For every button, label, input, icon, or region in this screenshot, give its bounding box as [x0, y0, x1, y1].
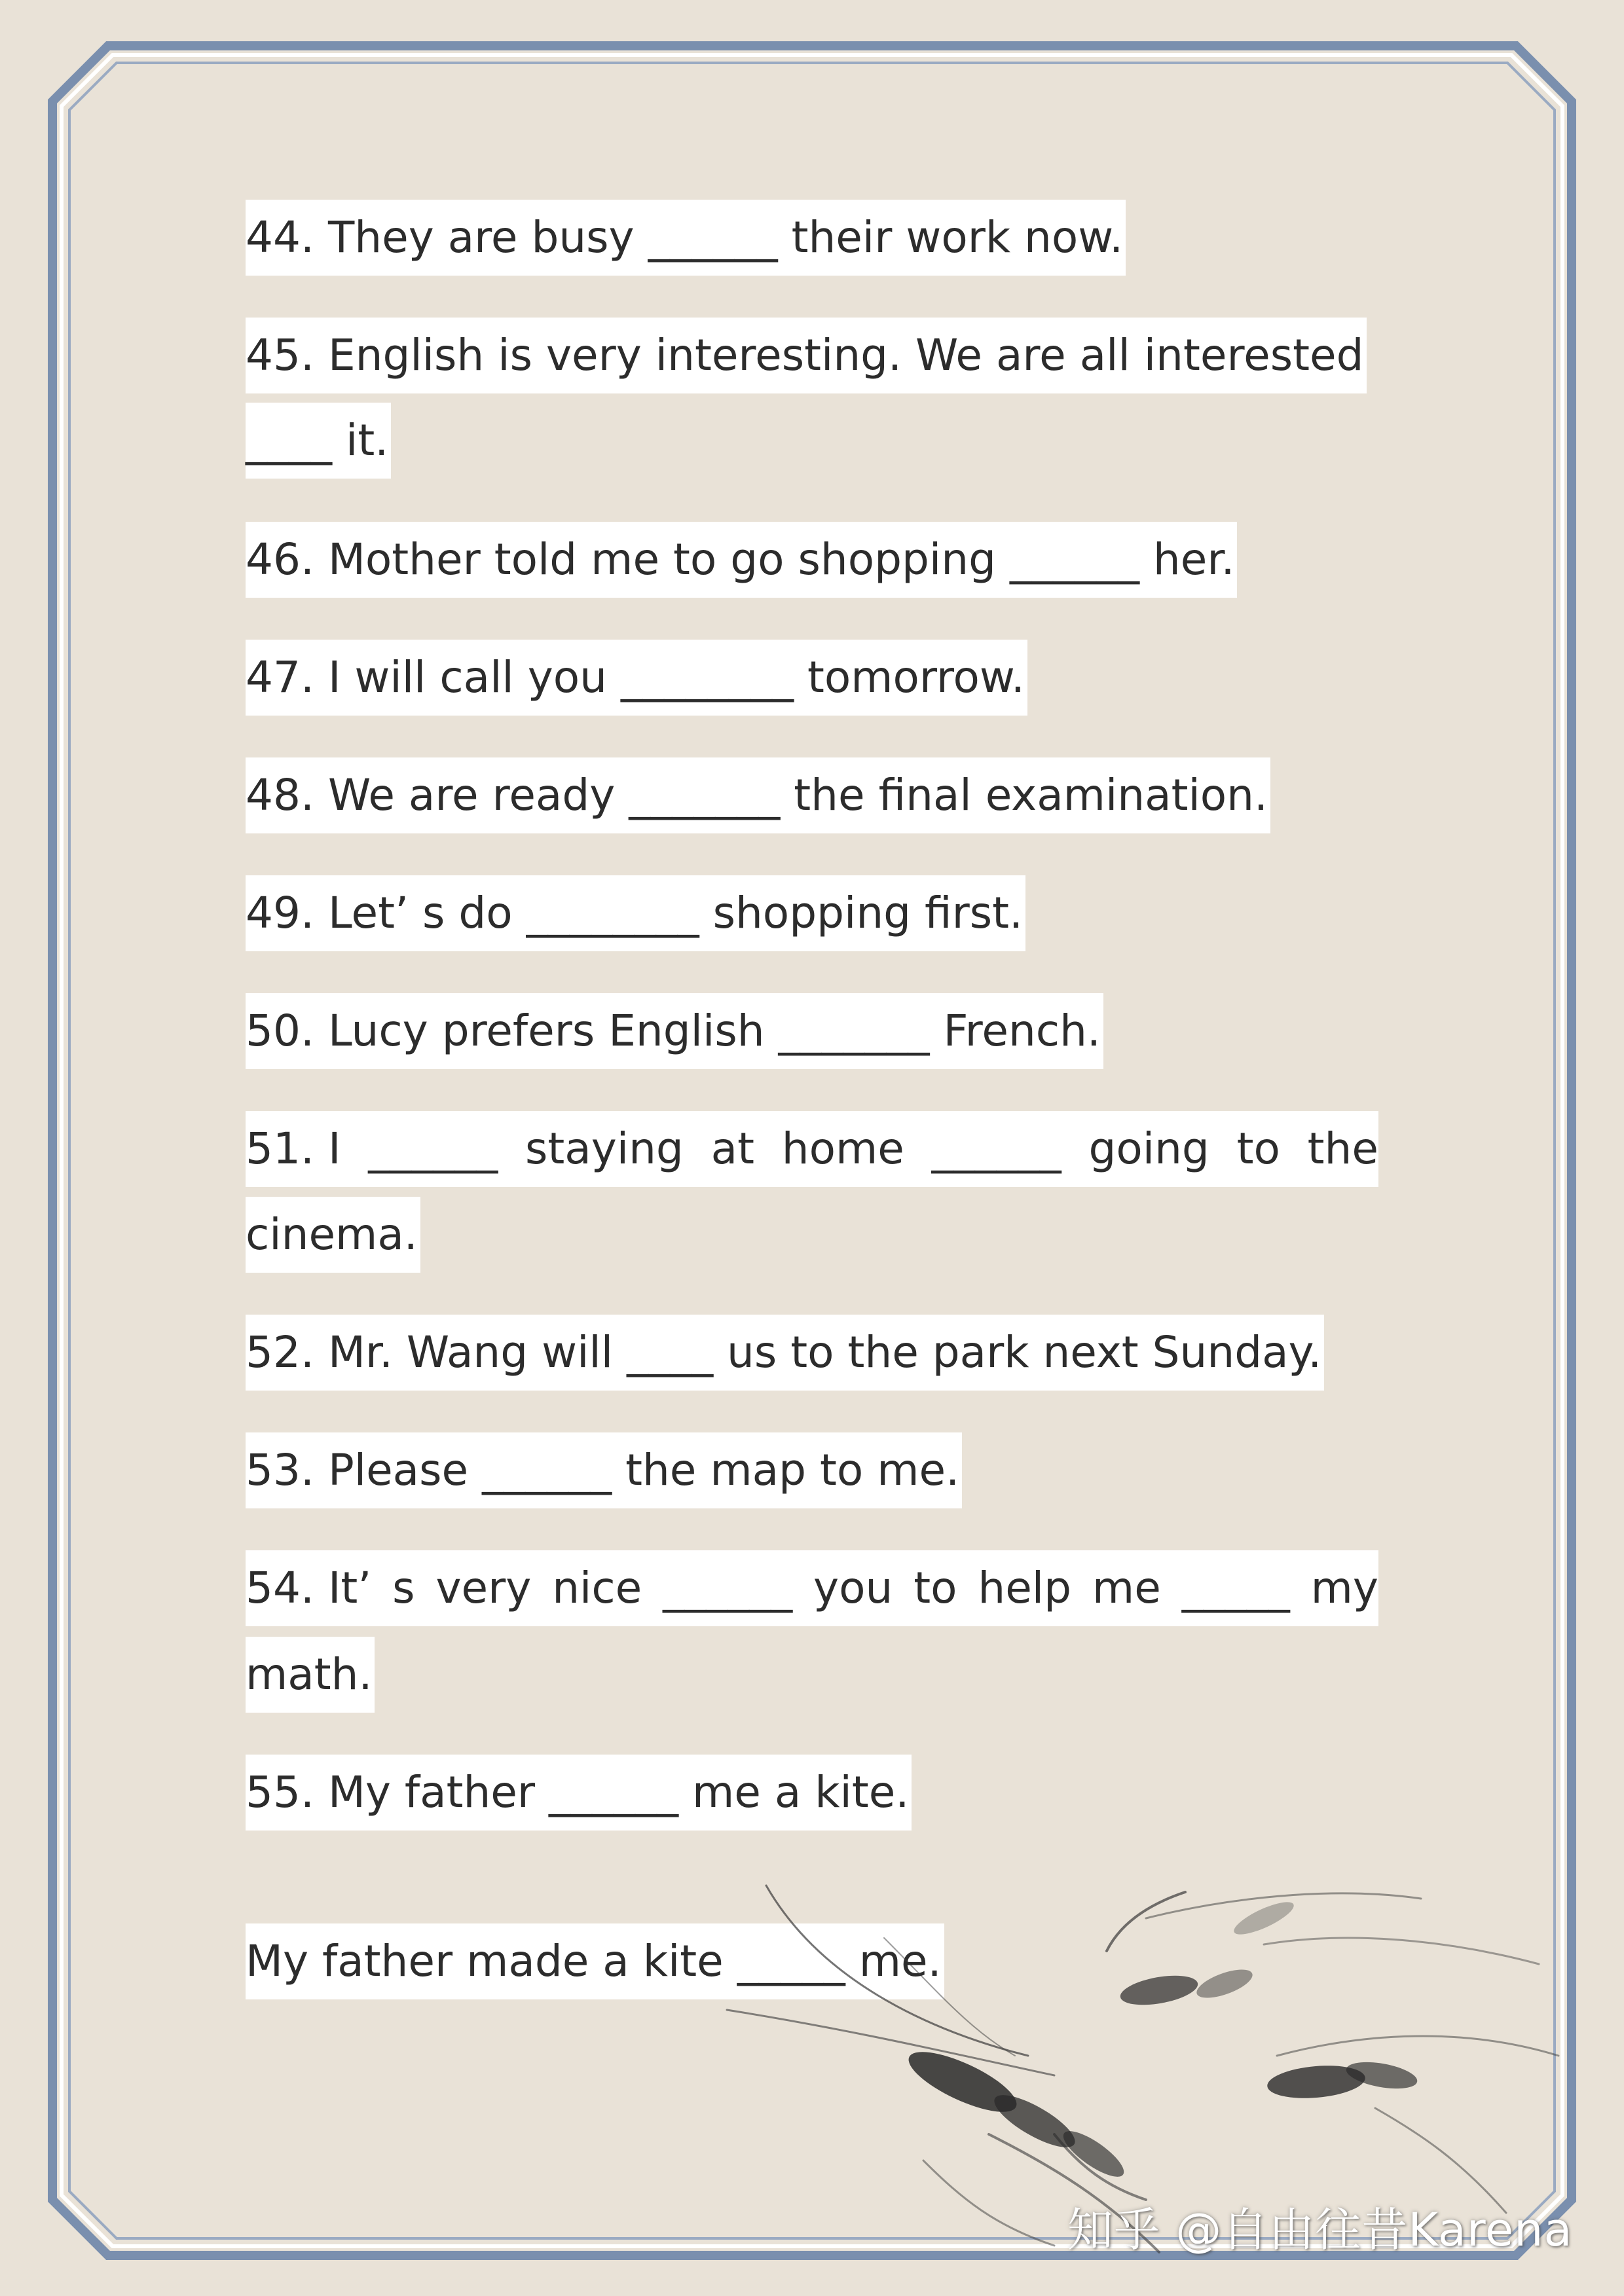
word: nice [552, 1563, 642, 1613]
word: staying [525, 1123, 684, 1174]
watermark: 知乎 @自由往昔Karena [1067, 2203, 1573, 2257]
blank: ______ [931, 1123, 1061, 1174]
question-46: 46. Mother told me to go shopping ______ her. [246, 522, 1237, 598]
word: 51. I [246, 1123, 341, 1174]
word: to [913, 1563, 957, 1613]
question-51-line-2: cinema. [246, 1197, 420, 1273]
question-44: 44. They are busy ______ their work now. [246, 200, 1126, 276]
word: you [813, 1563, 893, 1613]
blank: _____ [1181, 1563, 1290, 1613]
word: 54. It’ [246, 1563, 372, 1613]
word: me [1092, 1563, 1161, 1613]
question-52: 52. Mr. Wang will ____ us to the park next Sunday. [246, 1315, 1324, 1391]
question-48: 48. We are ready _______ the final examination. [246, 757, 1270, 833]
question-45-line-2: ____ it. [246, 403, 391, 479]
question-45-line-1: 45. English is very interesting. We are all interested [246, 318, 1367, 393]
question-47: 47. I will call you ________ tomorrow. [246, 640, 1027, 716]
question-55: 55. My father ______ me a kite. [246, 1755, 912, 1831]
question-51-line-1 [246, 1111, 1378, 1187]
blank: ______ [663, 1563, 793, 1613]
word: to [1236, 1123, 1280, 1174]
question-50: 50. Lucy prefers English _______ French. [246, 993, 1103, 1069]
blank: ______ [368, 1123, 498, 1174]
question-54-line-1 [246, 1550, 1378, 1626]
word: at [710, 1123, 754, 1174]
question-53: 53. Please ______ the map to me. [246, 1432, 962, 1508]
question-55-rewrite: My father made a kite _____ me. [246, 1923, 944, 1999]
word: my [1310, 1563, 1378, 1613]
word: the [1307, 1123, 1378, 1174]
word: very [435, 1563, 532, 1613]
question-54-line-2: math. [246, 1637, 375, 1713]
word: s [392, 1563, 415, 1613]
word: home [781, 1123, 904, 1174]
word: going [1088, 1123, 1209, 1174]
word: help [978, 1563, 1072, 1613]
question-49: 49. Let’ s do ________ shopping first. [246, 875, 1025, 951]
